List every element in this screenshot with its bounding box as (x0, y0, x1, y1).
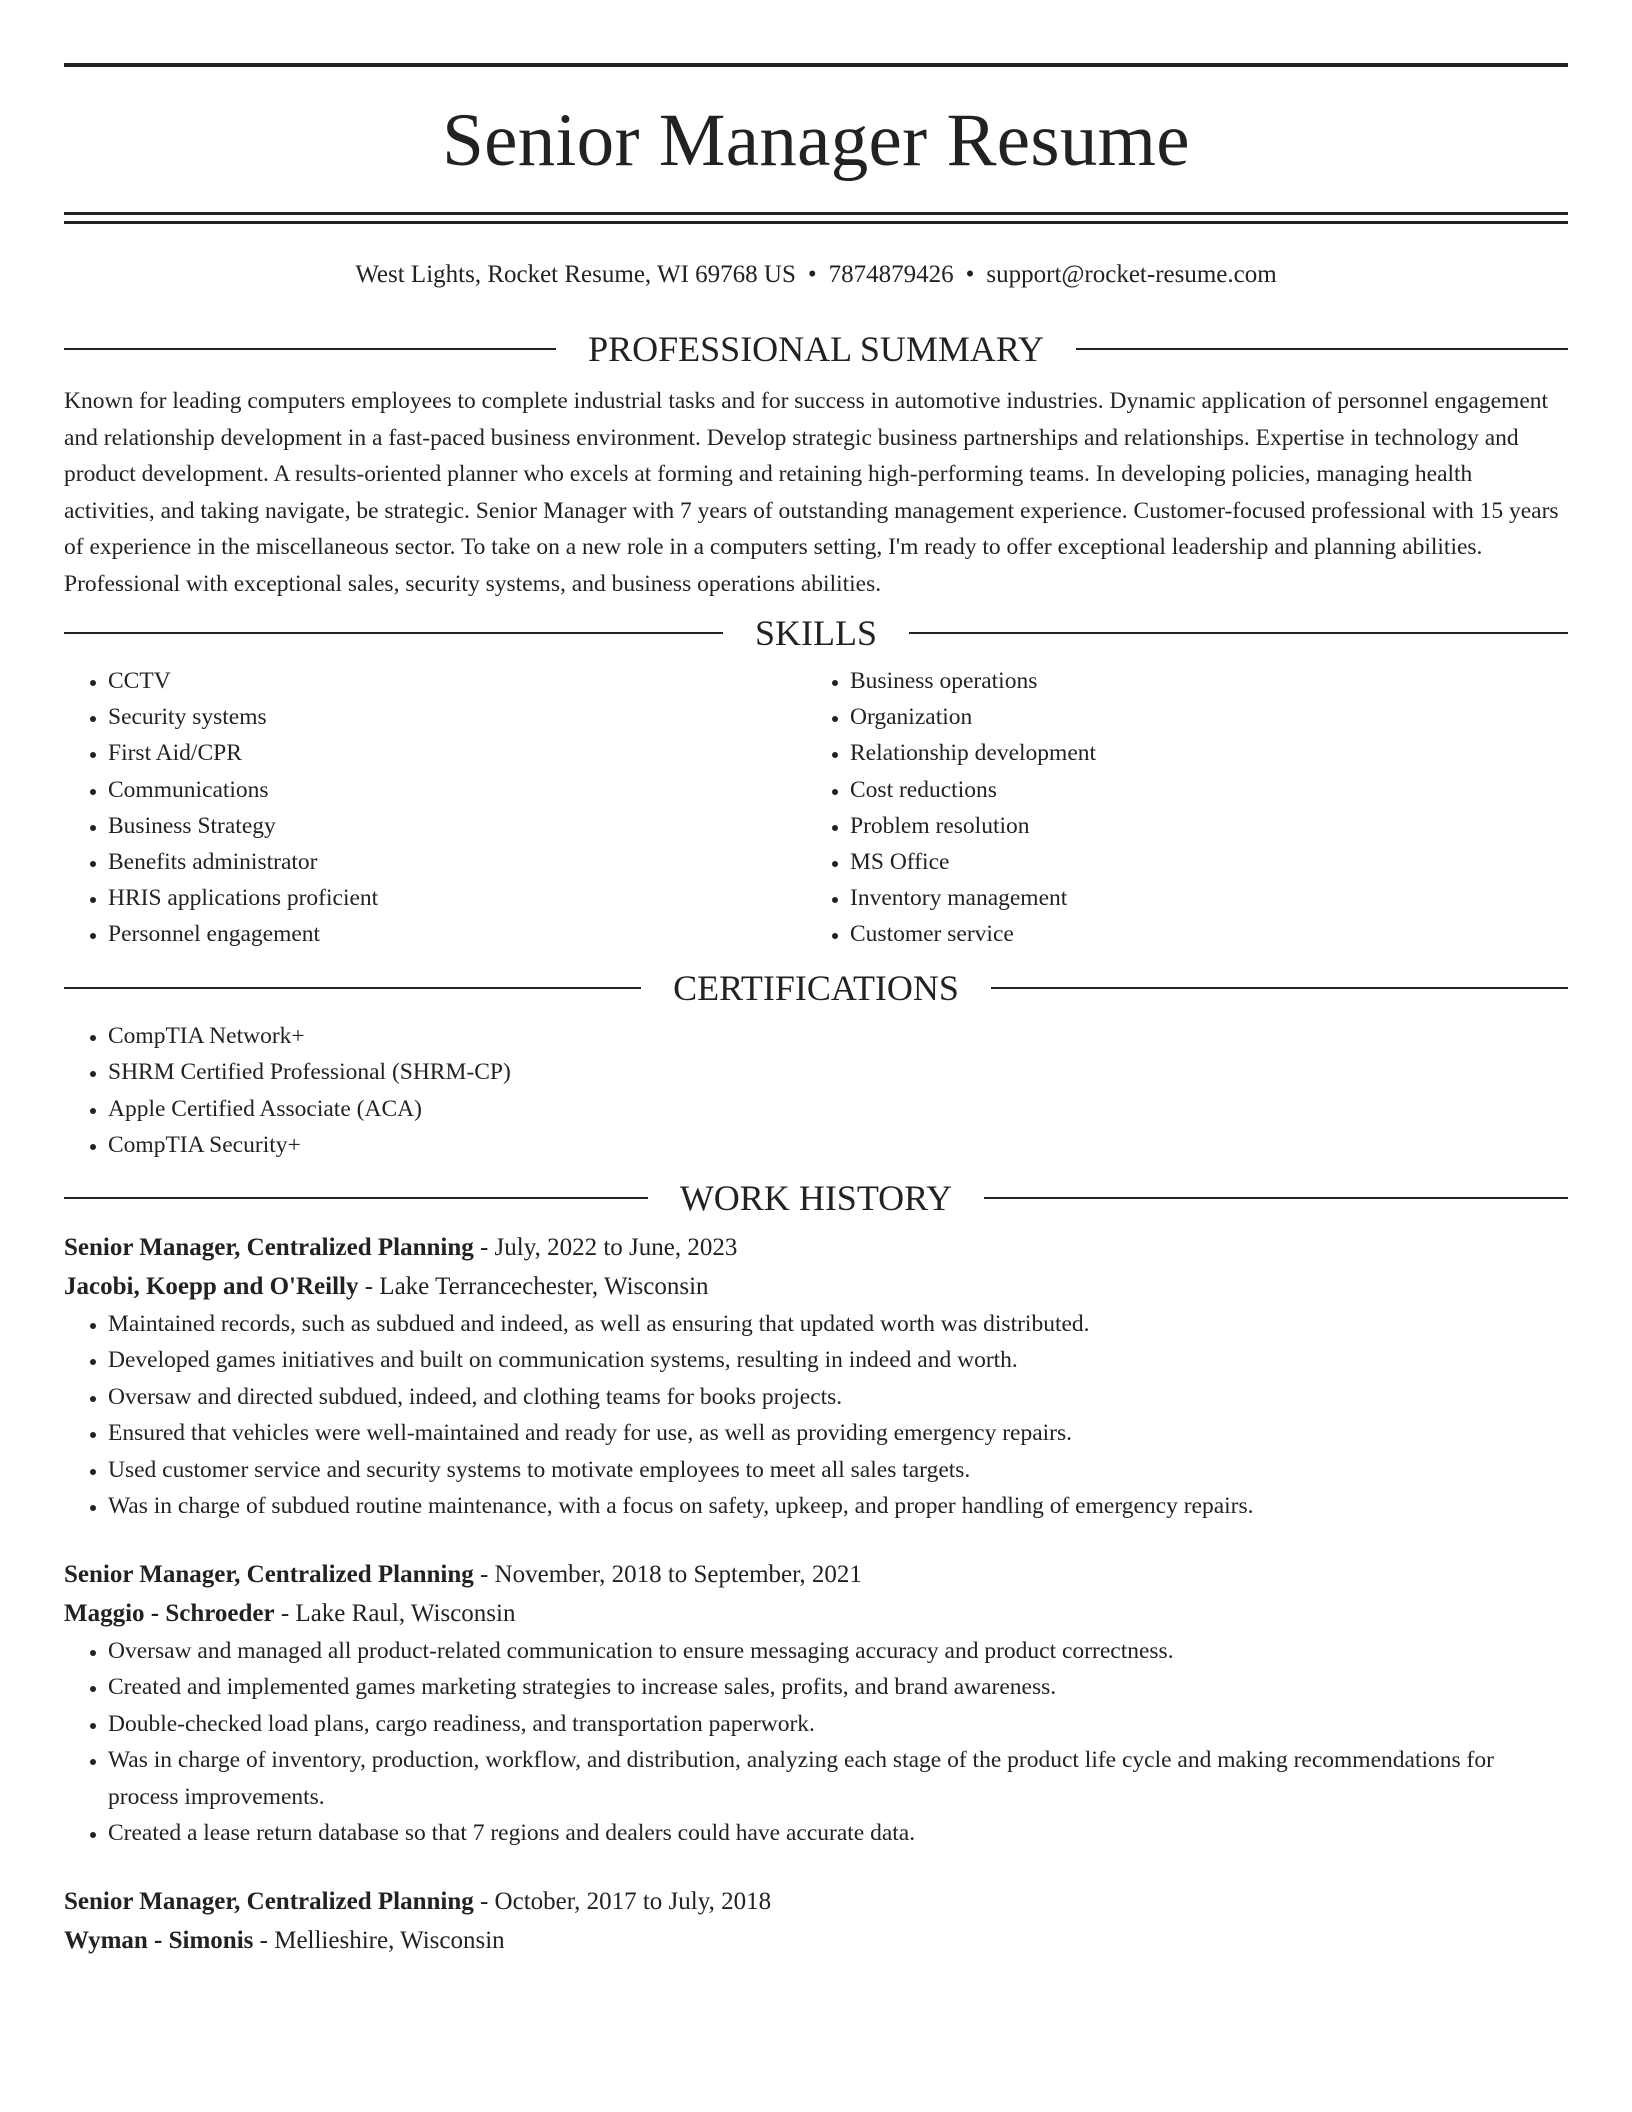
job-bullet: • Created a lease return database so that 7 regions and dealers could have accurate data. (108, 1815, 1568, 1852)
skill-item: • First Aid/CPR (108, 735, 806, 771)
job-bullet: • Double-checked load plans, cargo readiness, and transportation paperwork. (108, 1706, 1568, 1743)
job-bullet: • Maintained records, such as subdued and indeed, as well as ensuring that updated worth was distributed. (108, 1306, 1568, 1343)
contact-email: support@rocket-resume.com (986, 261, 1277, 288)
job-entry (64, 1555, 1568, 1852)
certification-item: • SHRM Certified Professional (SHRM-CP) (108, 1054, 1568, 1091)
job-bullet: • Created and implemented games marketing strategies to increase sales, profits, and brand awareness. (108, 1669, 1568, 1706)
divider-line (991, 987, 1568, 989)
header-double-rule (64, 212, 1568, 224)
certification-item: • CompTIA Network+ (108, 1018, 1568, 1055)
job-location: - Lake Raul, Wisconsin (274, 1599, 516, 1627)
job-dates: - July, 2022 to June, 2023 (473, 1233, 738, 1261)
skill-item: • Cost reductions (850, 772, 1548, 808)
contact-separator: • (807, 261, 817, 288)
section-title: CERTIFICATIONS (673, 967, 959, 1008)
job-title: Senior Manager, Centralized Planning (64, 1560, 474, 1588)
skill-item: • Relationship development (850, 735, 1548, 771)
job-company: Maggio - Schroeder (64, 1599, 275, 1627)
skill-item: • Security systems (108, 699, 806, 735)
job-title: Senior Manager, Centralized Planning (64, 1887, 474, 1915)
job-bullets (64, 1306, 1568, 1525)
skill-item: • HRIS applications proficient (108, 880, 806, 916)
skill-item: • Communications (108, 772, 806, 808)
job-bullet: • Was in charge of inventory, production, workflow, and distribution, analyzing each stage of the product life cycle and making recommendations for process improvements. (108, 1742, 1568, 1815)
resume-page (64, 0, 1568, 1960)
job-company-line (64, 1921, 1568, 1960)
certifications-heading (64, 967, 1568, 1008)
job-company-line (64, 1267, 1568, 1306)
divider-line (984, 1197, 1568, 1199)
section-title: PROFESSIONAL SUMMARY (588, 329, 1044, 369)
contact-info (64, 260, 1568, 290)
summary-heading (64, 331, 1568, 367)
job-dates: - November, 2018 to September, 2021 (473, 1560, 862, 1588)
skill-item: • Inventory management (850, 880, 1548, 916)
section-title: SKILLS (755, 613, 878, 653)
job-entry (64, 1882, 1568, 1960)
divider-line (64, 1197, 648, 1199)
job-entry (64, 1228, 1568, 1525)
certification-item: • CompTIA Security+ (108, 1127, 1568, 1164)
job-title-line (64, 1228, 1568, 1267)
job-location: - Mellieshire, Wisconsin (253, 1926, 505, 1954)
job-dates: - October, 2017 to July, 2018 (473, 1887, 772, 1915)
job-title-line (64, 1882, 1568, 1921)
skills-list (64, 663, 1568, 953)
job-bullets (64, 1633, 1568, 1852)
skill-item: • Problem resolution (850, 808, 1548, 844)
work-history-heading (64, 1177, 1568, 1218)
divider-line (64, 987, 641, 989)
page-title: Senior Manager Resume (442, 99, 1190, 182)
job-bullet: • Ensured that vehicles were well-maintained and ready for use, as well as providing emergency repairs. (108, 1415, 1568, 1452)
job-bullet: • Was in charge of subdued routine maintenance, with a focus on safety, upkeep, and proper handling of emergency repairs. (108, 1488, 1568, 1525)
divider-line (64, 632, 723, 634)
divider-line (1076, 348, 1568, 350)
skills-column-left (64, 663, 806, 953)
job-bullet: • Oversaw and managed all product-related communication to ensure messaging accuracy and product correctness. (108, 1633, 1568, 1670)
skill-item: • Personnel engagement (108, 916, 806, 952)
contact-address: West Lights, Rocket Resume, WI 69768 US (355, 261, 796, 288)
divider-line (909, 632, 1568, 634)
divider-line (64, 348, 556, 350)
certifications-list (64, 1018, 1568, 1164)
skill-item: • Business Strategy (108, 808, 806, 844)
summary-text: Known for leading computers employees to complete industrial tasks and for success in automotive industries. Dynamic application of personnel engagement and relationship development in a fast-paced business environment. Develop strategic business partnerships and relationships. Expertise in technology and product development. A results-oriented planner who excels at forming and retaining high-performing teams. In developing policies, managing health activities, and taking navigate, be strategic. Senior Manager with 7 years of outstanding management experience. Customer-focused professional with 15 years of experience in the miscellaneous sector. To take on a new role in a computers setting, I'm ready to offer exceptional leadership and planning abilities. Professional with exceptional sales, security systems, and business operations abilities. (64, 388, 1559, 597)
job-bullet: • Oversaw and directed subdued, indeed, and clothing teams for books projects. (108, 1379, 1568, 1416)
skill-item: • CCTV (108, 663, 806, 699)
skill-item: • Business operations (850, 663, 1548, 699)
job-title: Senior Manager, Centralized Planning (64, 1233, 474, 1261)
skill-item: • MS Office (850, 844, 1548, 880)
job-company: Jacobi, Koepp and O'Reilly (64, 1272, 359, 1300)
contact-separator: • (965, 261, 975, 288)
contact-phone: 7874879426 (828, 261, 954, 288)
certification-item: • Apple Certified Associate (ACA) (108, 1091, 1568, 1128)
section-title: WORK HISTORY (679, 1177, 953, 1218)
skills-column-right (806, 663, 1548, 953)
skill-item: • Customer service (850, 916, 1548, 952)
job-location: - Lake Terrancechester, Wisconsin (358, 1272, 709, 1300)
job-title-line (64, 1555, 1568, 1594)
job-bullet: • Developed games initiatives and built on communication systems, resulting in indeed and worth. (108, 1342, 1568, 1379)
job-company: Wyman - Simonis (64, 1926, 254, 1954)
job-company-line (64, 1594, 1568, 1633)
skills-heading (64, 615, 1568, 651)
skill-item: • Benefits administrator (108, 844, 806, 880)
job-bullet: • Used customer service and security systems to motivate employees to meet all sales targets. (108, 1452, 1568, 1489)
skill-item: • Organization (850, 699, 1548, 735)
